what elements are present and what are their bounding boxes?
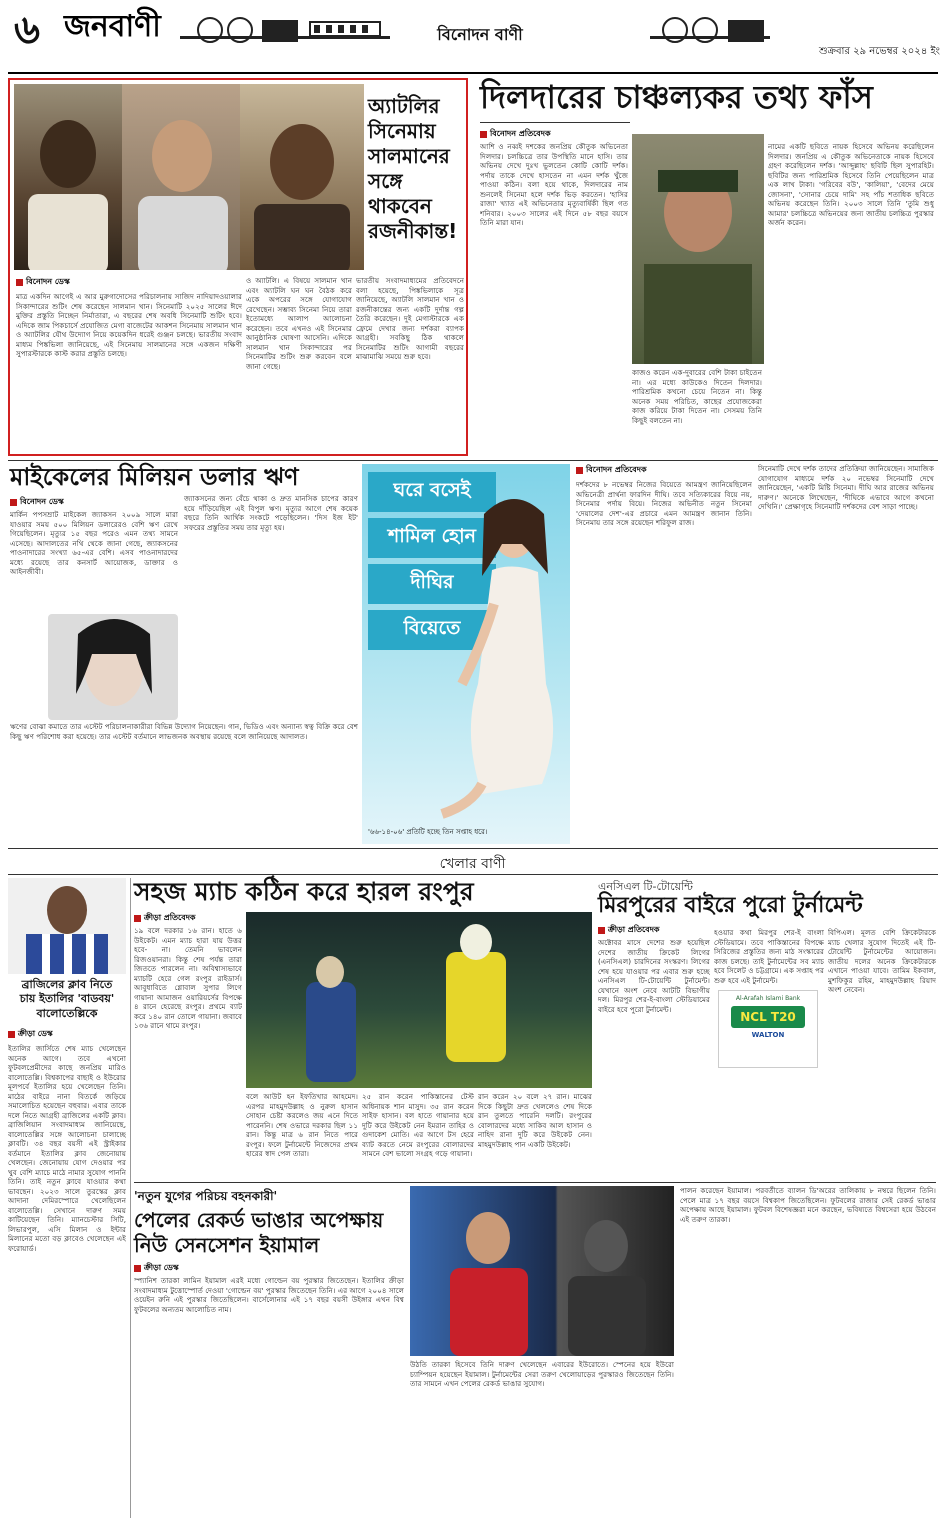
body-col: জ্যাকসনের জন্য বেঁচে থাকা ও দ্রুত মানসিক চাপের কারণ হয়ে দাঁড়িয়েছিল এই বিপুল ঋণ। মৃত্যুর আগে শেষ কয়েক বছরে তিনি আর্থিক সংকটে পড়েছিলেন। 'দিস ইজ ইট' সফরের প্রস্তুতির সময় তার মৃত্যু হয়। <box>184 494 358 532</box>
body-col: আশি ও নব্বই দশকের জনপ্রিয় কৌতুক অভিনেতা দিলদার। চলচ্চিত্রে তার উপস্থিতি মানে হাসি। তার অভিনয় দেখে দুঃখ ভুলতেন কোটি কোটি দর্শক। পর্দায় তাকে দেখে হাসতেন না এমন দর্শক খুঁজে পাওয়া কঠিন। বলা হয়ে থাকে, দিলদারের নাম শুনলেই সিনেমা হলে দর্শক ভিড় করতেন। 'হাসির রাজা' খ্যাত এই অভিনেতার মৃত্যুবার্ষিকী ছিল গত শনিবার। ২০০৩ সালের এই দিনে ৫৮ বছর বয়সে তিনি মারা যান। <box>480 142 628 227</box>
story-yamal <box>134 1186 936 1520</box>
ad-line: দীঘির <box>368 564 496 604</box>
byline: বিনোদন ডেস্ক <box>10 496 64 509</box>
body-col: উঠতি তারকা হিসেবে তিনি দারুণ খেলেছেন এবারের ইউরোতে। স্পেনের হয়ে ইউরো চ্যাম্পিয়ন হয়েছেন ইয়ামাল। টুর্নামেন্টের সেরা তরুণ খেলোয়াড়ের পুরস্কারও জিতেছেন তিনি। তার সামনে এখন পেলের রেকর্ড ভাঙার সুযোগ। <box>410 1360 674 1388</box>
story-salman <box>8 78 468 456</box>
film-reel-icon <box>180 12 390 52</box>
byline: বিনোদন ডেস্ক <box>16 276 70 289</box>
body-col: কাজও করেন এক-দুবারের বেশি টাকা চাইতেন না। এর মধ্যে কাউকেও দিতেন দিলদার। পারিশ্রমিক কখনো চেয়ে নিতেন না। কিন্তু অনেক সময় পরিচিত, কাছের প্রযোজকেরা কাজ করিয়ে টাকা দিতেন না। সেসময় তিনি কিছুই বলতেন না। <box>632 368 762 425</box>
photo-rajinikanth <box>240 84 364 270</box>
body-col: ভারতীয় সংবাদমাধ্যমের প্রতিবেদনে বলা হয়েছে, পিঙ্কভিলাকে সূত্র জানিয়েছে, অ্যাটলি সালমান খান ও রজনীকান্তের জন্য একটি দুর্দান্ত গল্প তৈরি করেছেন। দুই মেগাস্টারকে এক ফ্রেমে দেখার জন্য দর্শকরা ব্যাপক আগ্রহী। সবকিছু ঠিক থাকলে সিনেমাটির শুটিং আগামী বছরের মাঝামাঝি সময়ে শুরু হবে। <box>356 276 464 361</box>
body-col: সিনেমাটি দেখে দর্শক তাদের প্রতিক্রিয়া জানিয়েছেন। সামাজিক যোগাযোগ মাধ্যমে দর্শক ২০ নভেম্বর সিনেমাটি দেখে জানিয়েছেন, 'একটি মিষ্টি সিনেমা। দীঘি আর রাজের অভিনয় দারুণ।' অনেকে লিখেছেন, 'দীঘিকে এভাবে আগে কখনো দেখিনি।' প্রেক্ষাগৃহে সিনেমাটি দর্শকদের বেশ সাড়া পাচ্ছে। <box>758 464 934 511</box>
paper-name: জনবাণী <box>64 9 161 44</box>
headline-dildar: দিলদারের চাঞ্চল্যকর তথ্য ফাঁস <box>480 78 873 116</box>
body-col: স্প্যানিশ তারকা লামিন ইয়ামাল এরই মধ্যে গোল্ডেন বয় পুরস্কার জিতেছেন। ইতালির ক্রীড়া সংবাদমাধ্যম টুত্তোস্পোর্ত দেওয়া 'গোল্ডেন বয়' পুরস্কার জিতেছেন তিনি। এর আগে ২০০৪ সালে ওয়েইন রুনি এই পুরস্কার জিতেছিলেন। বার্সেলোনার এই ১৭ বছর বয়সী উইঙ্গার এখন বিশ্ব ফুটবলের অন্যতম আলোচিত নাম। <box>134 1276 404 1314</box>
sponsor-bank: Al-Arafah Islami Bank <box>735 995 801 1002</box>
ad-line: বিয়েতে <box>368 610 496 650</box>
body-col: পালন করেছেন ইয়ামাল। পরবর্তীতে ব্যালন ডি'অরের তালিকায় ৮ নম্বরে ছিলেন তিনি। পেলে মাত্র ১৭ বছর বয়সে বিশ্বকাপ জিতেছিলেন। ফুটবলের রাজার সেই রেকর্ড ভাঙার অপেক্ষায় আছে ইয়ামাল। ফুটবল বিশেষজ্ঞরা মনে করছেন, ভবিষ্যতে বিশ্বসেরা হয়ে উঠবেন এই তরুণ তারকা। <box>680 1186 936 1224</box>
body-col: রান করেন ২০ বলে ২৭ রান। মাঝের দিকে কিছুটা দ্রুত খেললেও শেষ দিকে রান তুলতে পারেনি দলটি। রংপুরের বোলারদের মধ্যে সাকিব আল হাসান ও নাহিদ রানা দুটি করে উইকেট নেন। মাহমুদউল্লাহ পান একটি উইকেট। <box>478 1092 592 1149</box>
section-title: বিনোদন বাণী <box>437 25 523 44</box>
sports-section-label: খেলার বাণী <box>439 856 506 872</box>
film-reel-icon <box>650 12 770 52</box>
photo-dighi <box>422 484 570 824</box>
body-col: ১৯ বলে দরকার ১৬ রান। হাতে ৬ উইকেট। এমন ম্যাচ হারা যায় উত্তর হবে- না। তেমনি ভাবলেন রিজওয়ানরা। কিন্তু শেষ পর্যন্ত তারা জিততে পারলেন না। অবিশ্বাস্যভাবে ম্যাচটি হেরে গেল রংপুর রাইডার্স। আবুধাবিতে গ্লোবাল সুপার লিগে গায়ানা আমাজন ওয়ারিয়র্সের বিপক্ষে ৪ রানে হেরেছে রংপুর। প্রথমে ব্যাট করে ১৪০ রান তোলে গায়ানা। জবাবে ১৩৬ রানে থামে রংপুর। <box>134 926 242 1030</box>
photo-balotelli <box>8 878 126 974</box>
body-col: বলে আউট হন ইফতিখার আহমেদ। এরপর মাহমুদউল্লাহ ও নুরুল হাসান সোহান চেষ্টা করলেও জয় এনে দিতে পারেননি। শেষ ওভারে দরকার ছিল ১১ রান। কিন্তু মাত্র ৬ রান নিতে পারে রংপুর। ফলে টুর্নামেন্টে নিজেদের প্রথম হারের স্বাদ পেল তারা। <box>246 1092 358 1158</box>
kicker: 'নতুন যুগের পরিচয় বহনকারী' <box>134 1189 278 1203</box>
date: শুক্রবার ২৯ নভেম্বর ২০২৪ ইং <box>819 46 940 57</box>
ad-line: শামিল হোন <box>368 518 496 558</box>
body-col: ২৫ রান করেন পাকিস্তানের টেস্ট অধিনায়ক শান মাসুদ। ৩৫ রান করেন সাইফ হাসান। বল হাতে গায়ানার হয়ে দুটি করে উইকেট নেন ইমরান তাহির ও গুদাকেশ মোতি। এর আগে টস হেরে ব্যাট করতে নেমে রংপুরের বোলারদের সামনে বেশ ভালো সংগ্রহ গড়ে গায়ানা। <box>362 1092 474 1158</box>
headline-balotelli: ব্রাজিলের ক্লাব নিতে চায় ইতালির 'বাডবয়' বালোতেল্লিকে <box>19 978 115 1020</box>
story-dighi <box>574 464 936 844</box>
body-col: দর্শকদের ৮ নভেম্বর নিজের বিয়েতে আমন্ত্রণ জানিয়েছিলেন অভিনেত্রী প্রার্থনা ফারদিন দীঘি। তবে সত্যিকারের বিয়ে নয়, সিনেমার পর্দায় বিয়ে। নিজের অভিনীত নতুন সিনেমা 'দেয়ালের দেশ'-এর প্রচারে এমন আমন্ত্রণ জানান তিনি। সিনেমায় তার সঙ্গে রয়েছেন শরিফুল রাজ। <box>576 480 752 527</box>
body-col: নামের একটি ছবিতে নায়ক হিসেবে অভিনয় করেছিলেন দিলদার। জনপ্রিয় এ কৌতুক অভিনেতাকে নায়ক হিসেবে গ্রহণ করেছিলেন দর্শক। 'আব্দুল্লাহ' ছবিটি ছিল সুপারহিট। ছবিটির জন্য পারিশ্রমিক হিসেবে তিনি পেয়েছিলেন মাত্র এক লাখ টাকা। 'গরিবের বউ', 'কালিয়া', 'বেদের মেয়ে জোসনা', 'সোনার চেয়ে দামি' সহ পাঁচ শতাধিক ছবিতে অভিনয় করেছেন তিনি। ২০০৩ সালে তিনি 'তুমি শুধু আমার' চলচ্চিত্রে অভিনয়ের জন্য জাতীয় চলচ্চিত্র পুরস্কার অর্জন করেন। <box>768 142 934 227</box>
sponsor-logo <box>718 990 818 1068</box>
body-col: বিপিএল। মূলত বেশি ক্রিকেটারকে ম্যাচ খেলার সুযোগ দিতেই এই টি-টোয়েন্টি টুর্নামেন্টের আয়োজন। জাতীয় দলের অনেক ক্রিকেটারকে এখানে পাওয়া যাবে। তামিম ইকবাল, মুশফিকুর রহিম, মাহমুদউল্লাহ রিয়াদ অংশ নেবেন। <box>828 928 936 994</box>
headline-michael: মাইকেলের মিলিয়ন ডলার ঋণ <box>10 463 299 491</box>
photo-salman <box>122 84 240 270</box>
byline: ক্রীড়া ডেস্ক <box>134 1262 179 1275</box>
photo-atlee <box>14 84 122 270</box>
page-number: ৬ <box>14 7 41 53</box>
body-col: ও অ্যাটলি। এ বিষয়ে সালমান খান এবং অ্যাটলি ঘন ঘন বৈঠক করে একে অপরের সঙ্গে যোগাযোগ রেখেছেন। সম্ভাব্য সিনেমা নিয়ে তারা ইতোমধ্যে আলাপ আলোচনা করেছেন। তবে এখনও এই সিনেমার আনুষ্ঠানিক ঘোষণা আসেনি। এদিকে সালমান খান সিকান্দারের পর সিনেমাটির শুটিং শুরু করবেন বলে জানা গেছে। <box>246 276 352 371</box>
headline-salman: অ্যাটলির সিনেমায় সালমানের সঙ্গে থাকবেন রজনীকান্ত! <box>368 94 458 243</box>
byline: ক্রীড়া প্রতিবেদক <box>134 912 196 925</box>
ad-caption: '৬৬-১৪-০৬' প্রতিটি হচ্ছে তিন সপ্তাহ ধরে। <box>368 828 488 836</box>
byline: ক্রীড়া প্রতিবেদক <box>598 924 660 937</box>
photo-yamal-pele <box>410 1186 674 1356</box>
ad-line: ঘরে বসেই <box>368 472 496 512</box>
sponsor-event: NCL T20 <box>731 1006 805 1028</box>
byline: বিনোদন প্রতিবেদক <box>480 128 551 141</box>
photo-cricket <box>246 912 592 1088</box>
ad-dighi <box>362 464 570 844</box>
story-michael <box>8 464 360 844</box>
body-col: হওয়ার কথা মিরপুর শের-ই বাংলা স্টেডিয়ামে। তবে পাকিস্তানের বিপক্ষে সিরিজের প্রস্তুতির জন্য মাঠ সংস্কারের কাজ চলছে। তাই টুর্নামেন্টের সব ম্যাচ হবে সিলেট ও চট্টগ্রামে। এক সপ্তাহ পর শুরু হবে এই টুর্নামেন্ট। <box>714 928 824 985</box>
story-dildar <box>476 78 936 456</box>
body-col: অক্টোবর মাসে দেশের শুরু হয়েছিল দেশের জাতীয় ক্রিকেট লিগের (এনসিএল) চারদিনের সংস্করণ। লিগের শেষ হয়ে যাওয়ার পর এবার শুরু হচ্ছে এনসিএল টি-টোয়েন্টি টুর্নামেন্ট। যেখানে অংশ নেবে আটটি বিভাগীয় দল। মিরপুর শের-ই-বাংলা স্টেডিয়ামের বাইরে হবে পুরো টুর্নামেন্ট। <box>598 938 710 1014</box>
photo-dildar <box>632 134 764 364</box>
body-col: মার্কিন পপসম্রাট মাইকেল জ্যাকসন ২০০৯ সালে মারা যাওয়ার সময় ৫০০ মিলিয়ন ডলারেরও বেশি ঋণ রেখে গিয়েছিলেন। মৃত্যুর ১৫ বছর পরেও এমন তথ্য সামনে এসেছে। আদালতের নথি থেকে জানা গেছে, জ্যাকসনের পাওনাদারের সংখ্যা ৬৫-এর বেশি। এসব পাওনাদারদের মধ্যে রয়েছে তার কনসার্ট আয়োজক, ডাক্তার ও আইনজীবী। <box>10 510 178 576</box>
body-col: ইতালির জার্সিতে শেষ ম্যাচ খেলেছেন অনেক আগে। তবে এখনো ফুটবলপ্রেমীদের কাছে জনপ্রিয় মারিও বালোতেল্লি। বিশ্বকাপের বাছাই ও ইউরোর মূলপর্বে ইতালির হয়ে খেলেছেন তিনি। মাঠের বাইরে নানা বিতর্কে জড়িয়ে সমালোচিত হয়েছেন বহুবার। এবার তাকে দলে নিতে আগ্রহী ব্রাজিলের একটি ক্লাব। ব্রাজিলিয়ান সংবাদমাধ্যম জানিয়েছে, বালোতেল্লির সঙ্গে আলোচনা চালাচ্ছে ক্লাবটি। ৩৪ বছর বয়সী এই স্ট্রাইকার বর্তমানে ইতালির ক্লাব জেনোয়ায় খেলছেন। জেনোয়ায় যোগ দেওয়ার পর খুব বেশি ম্যাচে মাঠে নামার সুযোগ পাননি তিনি। তাই নতুন ক্লাবে যাওয়ার কথা ভাবছেন। ২০২৩ সালে তুরস্কের ক্লাব আদানা দেমিরস্পোরে খেলেছিলেন বালোতেল্লি। সেখানে দারুণ সময় কাটিয়েছেন তিনি। ম্যানচেস্টার সিটি, লিভারপুল, এসি মিলান ও ইন্টার মিলানের মতো বড় ক্লাবেও খেলেছেন এই ফরোয়ার্ড। <box>8 1044 126 1253</box>
sponsor-partner: WALTON <box>751 1031 785 1039</box>
story-balotelli <box>8 878 126 1518</box>
headline-rangpur: সহজ ম্যাচ কঠিন করে হারল রংপুর <box>134 877 474 906</box>
story-ncl <box>598 878 936 1178</box>
byline: ক্রীড়া ডেস্ক <box>8 1028 53 1041</box>
kicker: এনসিএল টি-টোয়েন্টি <box>598 880 693 893</box>
byline: বিনোদন প্রতিবেদক <box>576 464 647 477</box>
headline-ncl: মিরপুরের বাইরে পুরো টুর্নামেন্ট <box>598 893 863 918</box>
body-col: ঋণের বোঝা কমাতে তার এস্টেট পরিচালনাকারীরা বিভিন্ন উদ্যোগ নিয়েছেন। গান, ভিডিও এবং অন্যান্য স্বত্ব বিক্রি করে বেশ কিছু ঋণ পরিশোধ করা হয়েছে। তার এস্টেট বর্তমানে লাভজনক অবস্থায় রয়েছে বলে জানিয়েছে আদালত। <box>10 722 358 741</box>
masthead <box>0 0 945 72</box>
story-rangpur <box>134 878 592 1178</box>
headline-yamal: পেলের রেকর্ড ভাঙার অপেক্ষায় নিউ সেনসেশন ইয়ামাল <box>134 1208 384 1257</box>
photo-michael <box>48 614 178 720</box>
body-col: মাত্র একদিন আগেই এ আর মুরুগাদোসের পরিচালনায় সাজিদ নাদিয়াদওয়ালার সিকান্দারের শুটিং শেষ করেছেন সালমান খান। সিনেমাটি ২০২৫ সালের ঈদে মুক্তির প্রস্তুতি নিচ্ছেন নির্মাতারা, এ বছরের শেষ অবধি সিনেমাটি শুটিং হবে। এদিকে জাম পিকচার্সে প্রযোজিত মেগা বাজেটের আকশন সিনেমায় সালমান খান ও অ্যাটলির যৌথ উদ্যোগ নিয়ে কয়েকদিন ধরেই গুঞ্জন চলছে। ভারতীয় সংবাদ মাধ্যম পিঙ্কভিলা জানিয়েছে, এই সিনেমায় সালমানের সঙ্গে একজন দক্ষিণী সুপারস্টারকে কাস্ট করার প্রস্তুতি চলছে। <box>16 292 242 358</box>
